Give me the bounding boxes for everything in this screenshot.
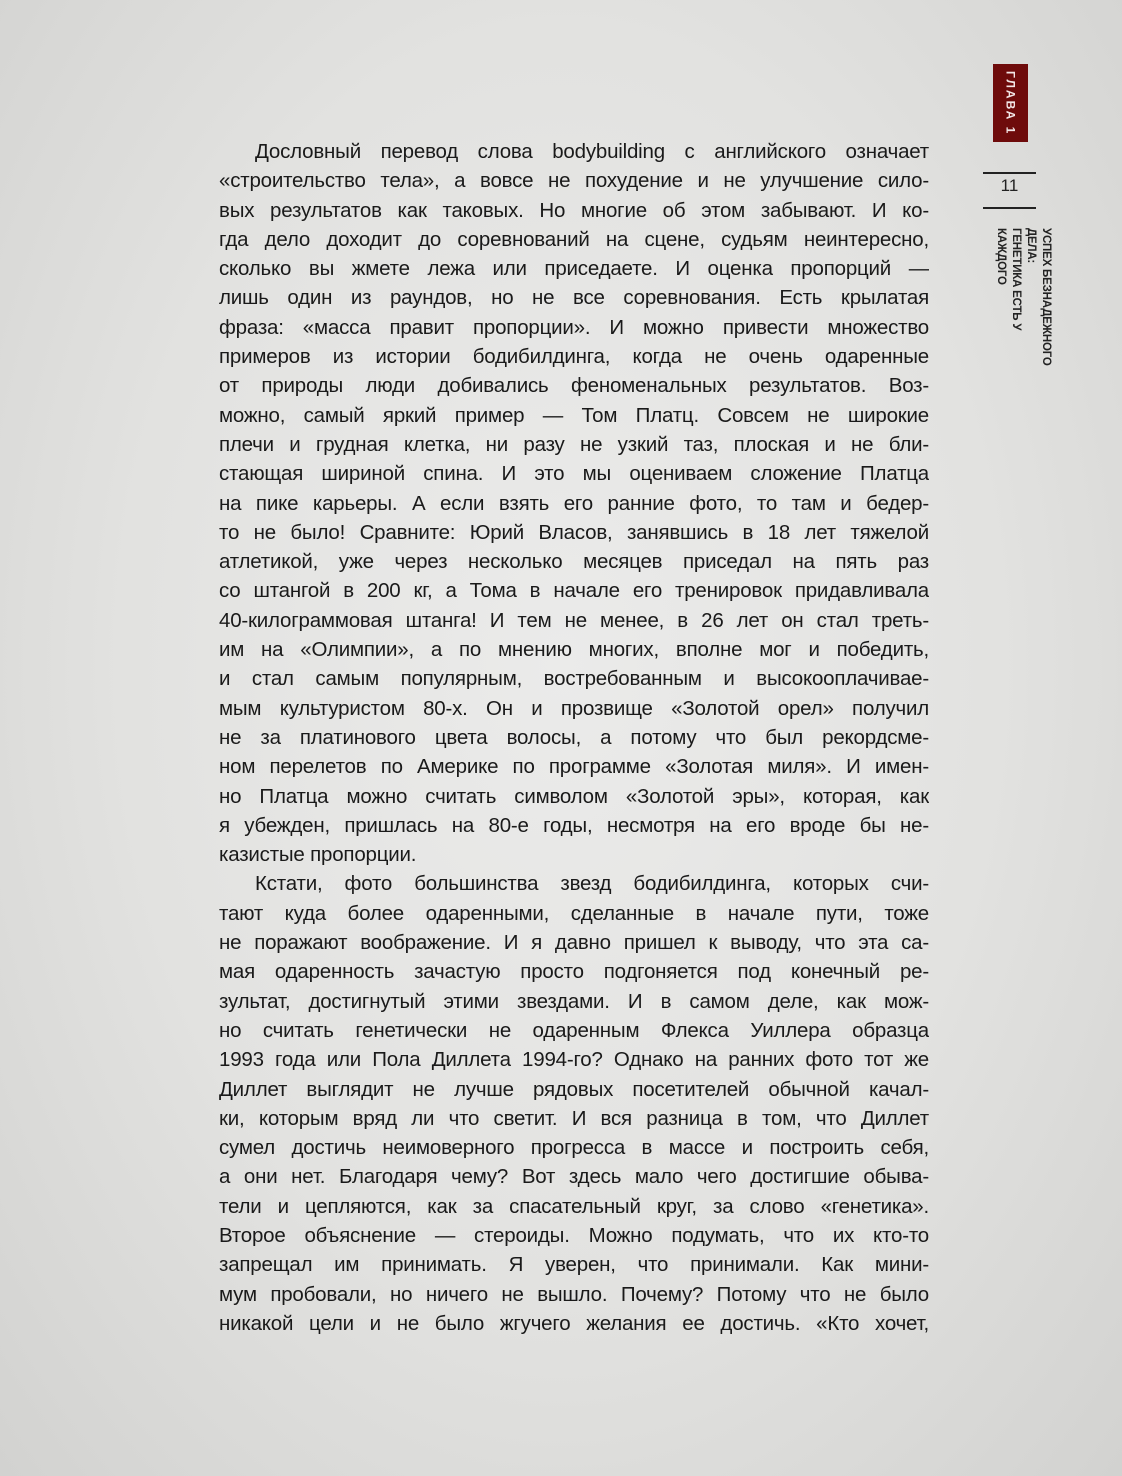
text-line: тают куда более одаренными, сделанные в начале пути, тоже [219, 901, 929, 925]
text-line: со штангой в 200 кг, а Тома в начале его тренировок придавливала [219, 579, 929, 603]
text-line: Второе объяснение — стероиды. Можно подумать, что их кто-то [219, 1223, 929, 1247]
text-line: сколько вы жмете лежа или приседаете. И оценка пропорций — [219, 257, 929, 281]
divider-bottom [983, 207, 1036, 209]
text-line: от природы люди добивались феноменальных результатов. Воз- [219, 374, 929, 398]
text-line: никакой цели и не было жгучего желания ее достичь. «Кто хочет, [219, 1311, 929, 1335]
text-line: не за платинового цвета волосы, а потому что был рекордсме- [219, 725, 929, 749]
text-line: ном перелетов по Америке по программе «Золотая миля». И имен- [219, 755, 929, 779]
text-line: мум пробовали, но ничего не вышло. Почему? Потому что не было [219, 1282, 929, 1306]
body-text [219, 137, 929, 1338]
text-line: лишь один из раундов, но не все соревнования. Есть крылатая [219, 286, 929, 310]
text-line: Диллет выглядит не лучше рядовых посетителей обычной качал- [219, 1077, 929, 1101]
text-line: 1993 года или Пола Диллета 1994-го? Однако на ранних фото тот же [219, 1048, 929, 1072]
text-line: мая одаренность зачастую просто подгоняется под конечный ре- [219, 960, 929, 984]
text-line: сумел достичь неимоверного прогресса в массе и построить себя, [219, 1136, 929, 1160]
text-line: мым культуристом 80-х. Он и прозвище «Золотой орел» получил [219, 696, 929, 720]
page-number: 11 [1000, 176, 1019, 195]
text-line: а они нет. Благодаря чему? Вот здесь мало чего достигшие обыва- [219, 1165, 929, 1189]
text-line: им на «Олимпии», а по мнению многих, вполне мог и победить, [219, 638, 929, 662]
chapter-tab [993, 64, 1028, 142]
text-line: можно, самый яркий пример — Том Платц. Совсем не широкие [219, 403, 929, 427]
text-line: то не было! Сравните: Юрий Власов, занявшись в 18 лет тяжелой [219, 520, 929, 544]
text-line: зультат, достигнутый этими звездами. И в самом деле, как мож- [219, 989, 929, 1013]
text-line: плечи и грудная клетка, ни разу не узкий таз, плоская и не бли- [219, 432, 929, 456]
running-title-line-2: ГЕНЕТИКА ЕСТЬ У КАЖДОГО [995, 228, 1022, 331]
text-line: и стал самым популярным, востребованным и высокооплачивае- [219, 667, 929, 691]
text-line: но считать генетически не одаренным Флекса Уиллера образца [219, 1018, 929, 1042]
text-line: Дословный перевод слова bodybuilding с английского означает [255, 140, 929, 163]
text-line: примеров из истории бодибилдинга, когда не очень одаренные [219, 345, 929, 369]
running-title [993, 228, 1053, 378]
text-line: я убежден, пришлась на 80-е годы, несмотря на его вроде бы не- [219, 813, 929, 837]
text-line: ки, которым вряд ли что светит. И вся разница в том, что Диллет [219, 1106, 929, 1130]
text-line: 40-килограммовая штанга! И тем не менее, в 26 лет он стал треть- [219, 608, 929, 632]
text-line: вых результатов как таковых. Но многие об этом забывают. И ко- [219, 198, 929, 222]
divider-top [983, 172, 1036, 174]
text-line: тели и цепляются, как за спасательный круг, за слово «генетика». [219, 1194, 929, 1218]
text-line: не поражают воображение. И я давно пришел к выводу, что эта са- [219, 931, 929, 955]
running-title-line-1: УСПЕХ БЕЗНАДЕЖНОГО ДЕЛА: [1025, 228, 1052, 366]
text-line: гда дело доходит до соревнований на сцене, судьям неинтересно, [219, 227, 929, 251]
text-line: фраза: «масса правит пропорции». И можно привести множество [219, 315, 929, 339]
text-line: атлетикой, уже через несколько месяцев приседал на пять раз [219, 550, 929, 574]
text-line: казистые пропорции. [219, 843, 417, 867]
text-line: «строительство тела», а вовсе не похудение и не улучшение сило- [219, 169, 929, 193]
text-line: стающая шириной спина. И это мы оцениваем сложение Платца [219, 462, 929, 486]
chapter-label: ГЛАВА 1 [1003, 70, 1018, 136]
text-line: но Платца можно считать символом «Золотой эры», которая, как [219, 784, 929, 808]
text-line: Кстати, фото большинства звезд бодибилдинга, которых счи- [255, 872, 929, 896]
text-line: запрещал им принимать. Я уверен, что принимали. Как мини- [219, 1253, 929, 1277]
text-line: на пике карьеры. А если взять его ранние фото, то там и бедер- [219, 491, 929, 515]
